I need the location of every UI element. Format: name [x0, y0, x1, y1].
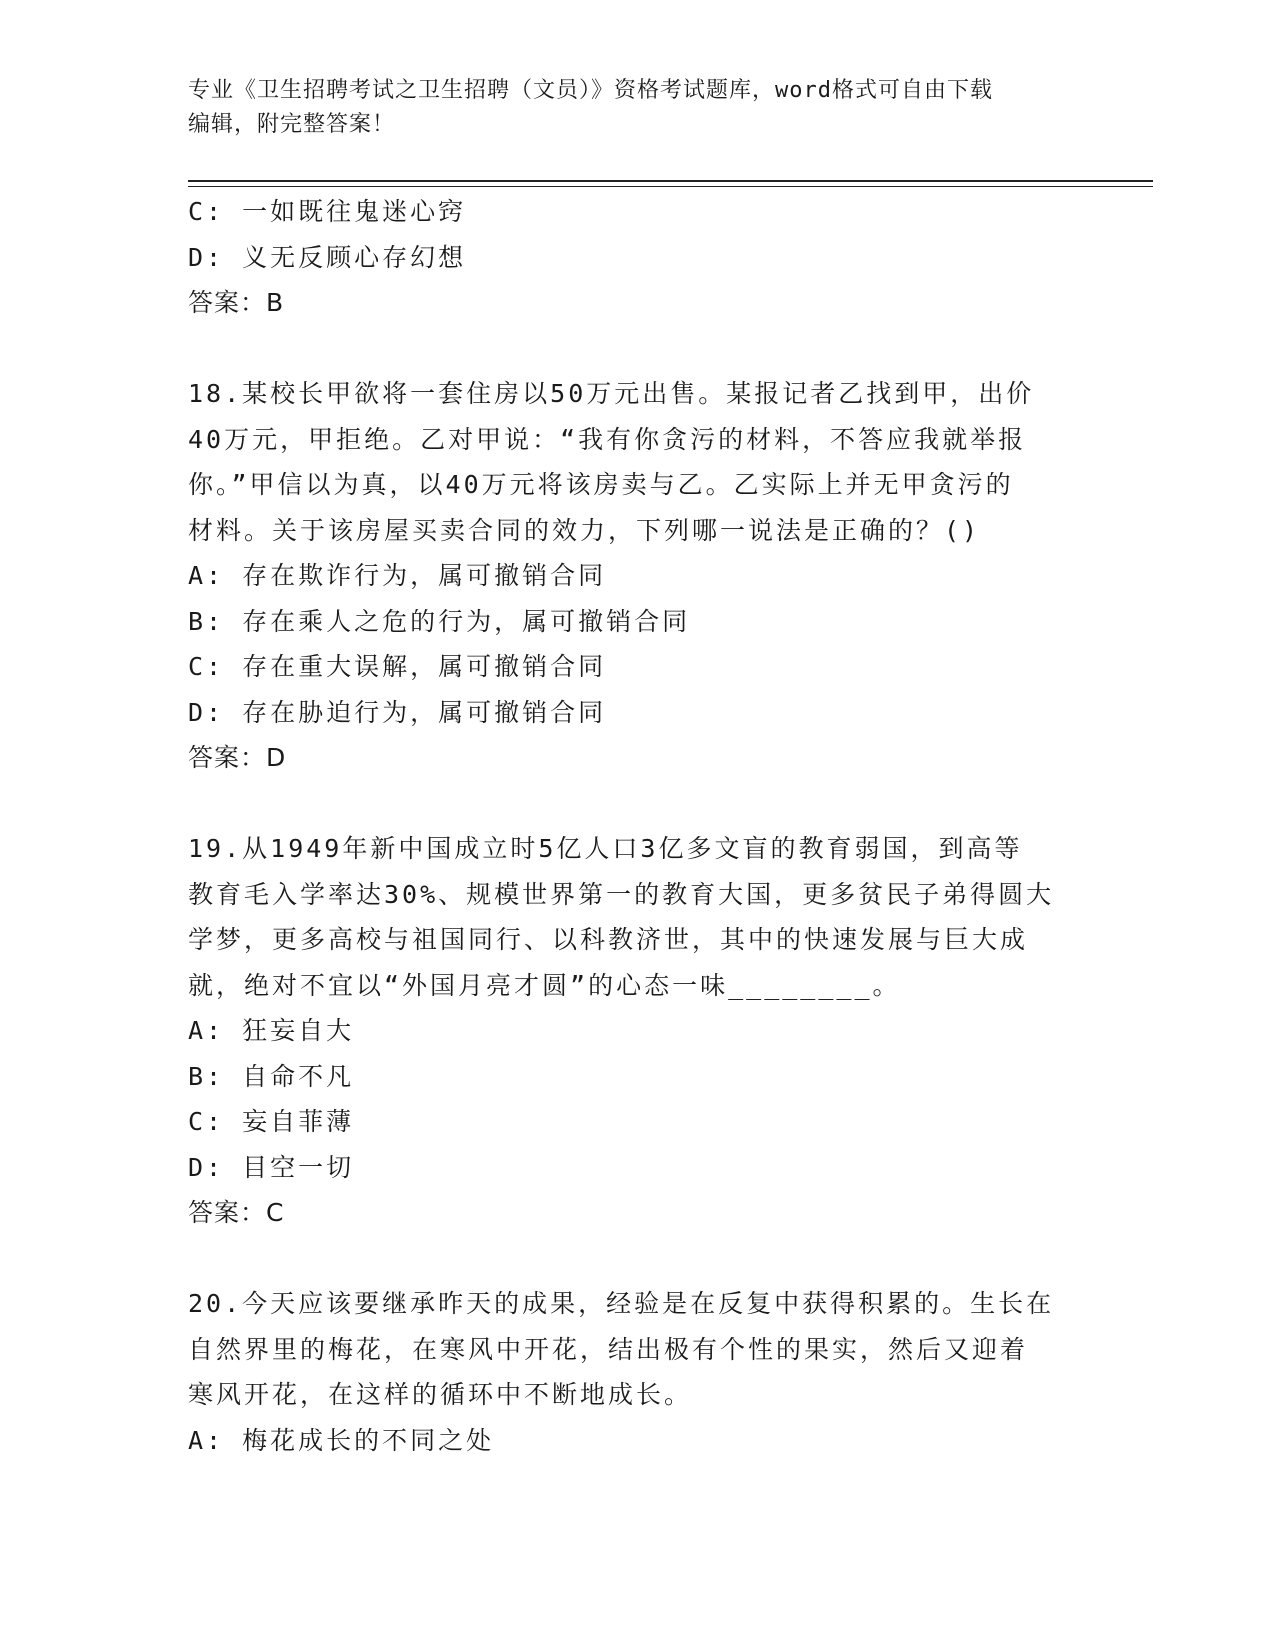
option-d: D: 存在胁迫行为，属可撤销合同 [188, 697, 607, 727]
prev-question [188, 189, 1088, 326]
answer-line: 答案：B [188, 288, 285, 317]
question-20 [188, 1281, 1088, 1463]
question-text-line: 40万元，甲拒绝。乙对甲说：“我有你贪污的材料，不答应我就举报 [188, 424, 1027, 454]
option-b: B: 存在乘人之危的行为，属可撤销合同 [188, 606, 691, 636]
header-line-1: 专业《卫生招聘考试之卫生招聘（文员）》资格考试题库，word格式可自由下载 [188, 78, 993, 103]
option-a: A: 狂妄自大 [188, 1016, 355, 1045]
question-18 [188, 371, 1088, 781]
option-a: A: 存在欺诈行为，属可撤销合同 [188, 561, 607, 590]
document-header [188, 74, 1088, 142]
option-c: C: 一如既往鬼迷心窍 [188, 197, 467, 226]
spacer [188, 1236, 1088, 1282]
question-text-line: 寒风开花，在这样的循环中不断地成长。 [188, 1380, 693, 1409]
option-b: B: 自命不凡 [188, 1061, 355, 1091]
question-19 [188, 826, 1088, 1236]
option-d: D: 义无反顾心存幻想 [188, 242, 467, 272]
spacer [188, 781, 1088, 827]
option-d: D: 目空一切 [188, 1152, 355, 1182]
header-line-2: 编辑，附完整答案！ [188, 112, 396, 137]
question-text-line: 就，绝对不宜以“外国月亮才圆”的心态一味________。 [188, 970, 901, 1000]
question-text-line: 教育毛入学率达30%、规模世界第一的教育大国，更多贫民子弟得圆大 [188, 879, 1055, 909]
question-text-line: 20.今天应该要继承昨天的成果，经验是在反复中获得积累的。生长在 [188, 1289, 1055, 1318]
question-text-line: 19.从1949年新中国成立时5亿人口3亿多文盲的教育弱国，到高等 [188, 834, 1023, 863]
question-text-line: 材料。关于该房屋买卖合同的效力，下列哪一说法是正确的？() [188, 515, 981, 545]
question-content [188, 189, 1088, 1463]
question-text-line: 你。”甲信以为真，以40万元将该房卖与乙。乙实际上并无甲贪污的 [188, 470, 1014, 499]
option-c: C: 存在重大误解，属可撤销合同 [188, 652, 607, 681]
option-a: A: 梅花成长的不同之处 [188, 1425, 495, 1455]
header-divider-thin [188, 186, 1153, 187]
answer-line: 答案：C [188, 1198, 285, 1227]
question-text-line: 18.某校长甲欲将一套住房以50万元出售。某报记者乙找到甲，出价 [188, 379, 1035, 408]
answer-line: 答案：D [188, 743, 287, 772]
spacer [188, 326, 1088, 372]
question-text-line: 学梦，更多高校与祖国同行、以科教济世，其中的快速发展与巨大成 [188, 925, 1029, 954]
header-divider-thick [188, 180, 1153, 182]
question-text-line: 自然界里的梅花，在寒风中开花，结出极有个性的果实，然后又迎着 [188, 1334, 1029, 1364]
option-c: C: 妄自菲薄 [188, 1107, 355, 1136]
